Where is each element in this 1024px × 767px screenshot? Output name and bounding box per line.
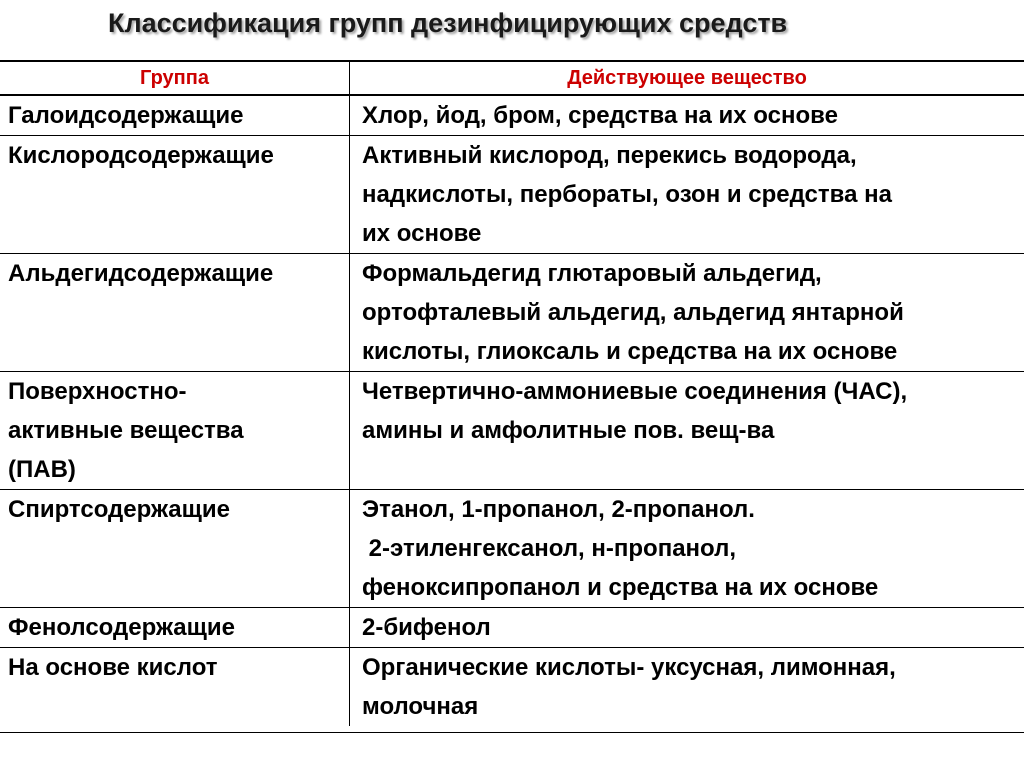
group-text: Фенолсодержащие xyxy=(8,614,235,641)
substance-text: Активный кислород, перекись водорода, xyxy=(362,142,857,169)
table-row xyxy=(0,96,1024,136)
substance-text: ортофталевый альдегид, альдегид янтарной xyxy=(362,299,904,326)
group-cell xyxy=(0,608,350,647)
group-cell xyxy=(0,648,350,726)
column-header-substance: Действующее вещество xyxy=(567,67,807,89)
table-row xyxy=(0,136,1024,254)
group-text: Кислородсодержащие xyxy=(8,142,274,169)
substance-cell xyxy=(350,254,1024,371)
table-row xyxy=(0,372,1024,490)
substance-text: Четвертично-аммониевые соединения (ЧАС), xyxy=(362,378,908,405)
page-title: Классификация групп дезинфицирующих средств xyxy=(108,8,788,38)
group-cell xyxy=(0,372,350,489)
group-cell xyxy=(0,254,350,371)
substance-text: 2-бифенол xyxy=(362,614,491,641)
substance-cell xyxy=(350,608,1024,647)
table-row xyxy=(0,254,1024,372)
substance-text: Органические кислоты- уксусная, лимонная, xyxy=(362,654,896,681)
substance-text: Хлор, йод, бром, средства на их основе xyxy=(362,102,838,129)
group-text: На основе кислот xyxy=(8,654,218,681)
substance-text: амины и амфолитные пов. вещ-ва xyxy=(362,417,775,444)
table-row xyxy=(0,648,1024,733)
group-text: активные вещества xyxy=(8,417,244,444)
substance-cell xyxy=(350,136,1024,253)
group-text: Поверхностно- xyxy=(8,378,187,405)
substance-text: 2-этиленгексанол, н-пропанол, xyxy=(362,535,737,562)
group-text: Галоидсодержащие xyxy=(8,102,244,129)
group-text: Спиртсодержащие xyxy=(8,496,230,523)
substance-text: феноксипропанол и средства на их основе xyxy=(362,574,879,601)
group-text: Альдегидсодержащие xyxy=(8,260,274,287)
substance-cell xyxy=(350,648,1024,726)
column-header-group: Группа xyxy=(0,62,350,94)
substance-text: кислоты, глиоксаль и средства на их основе xyxy=(362,338,898,365)
substance-text: молочная xyxy=(362,693,479,720)
table-row xyxy=(0,490,1024,608)
group-text: (ПАВ) xyxy=(8,456,76,483)
table-header-row xyxy=(0,62,1024,96)
substance-text: Этанол, 1-пропанол, 2-пропанол. xyxy=(362,496,755,523)
substance-text: Формальдегид глютаровый альдегид, xyxy=(362,260,822,287)
substance-text: их основе xyxy=(362,220,482,247)
substance-cell xyxy=(350,490,1024,607)
substance-text: надкислоты, пербораты, озон и средства на xyxy=(362,181,892,208)
substance-cell xyxy=(350,372,1024,489)
substance-cell xyxy=(350,96,1024,135)
group-cell xyxy=(0,96,350,135)
group-cell xyxy=(0,136,350,253)
table-row xyxy=(0,608,1024,648)
group-cell xyxy=(0,490,350,607)
classification-table xyxy=(0,60,1024,733)
